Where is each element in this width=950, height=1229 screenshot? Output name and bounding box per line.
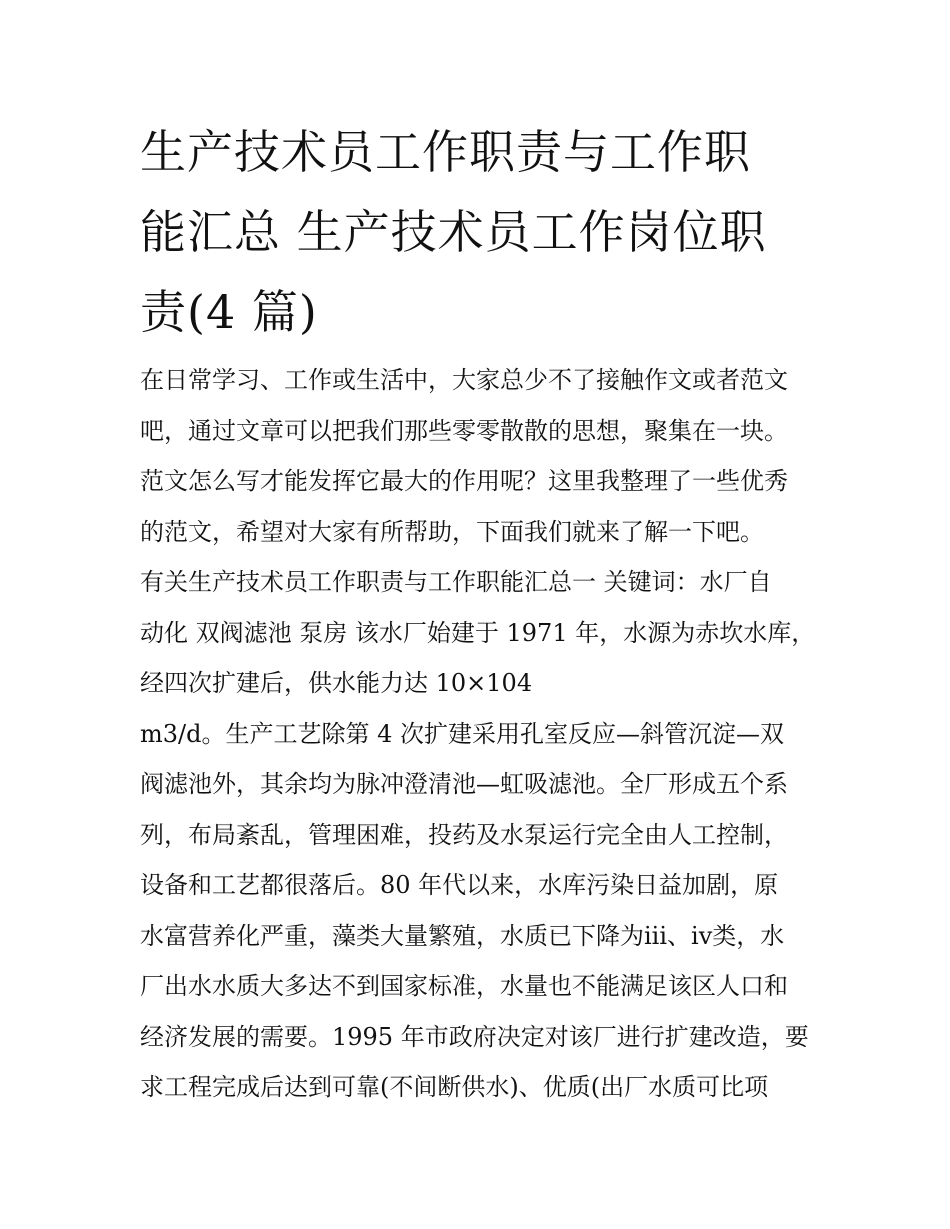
body-line: 动化 双阀滤池 泵房 该水厂始建于 1971 年，水源为赤坎水库，	[140, 618, 816, 647]
title-line: 能汇总 生产技术员工作岗位职	[140, 205, 767, 259]
body-line: 设备和工艺都很落后。80 年代以来，水库污染日益加剧，原	[140, 871, 779, 899]
document-body	[140, 355, 820, 1113]
title-line: 生产技术员工作职责与工作职	[140, 125, 751, 179]
body-line: m3/d。生产工艺除第 4 次扩建采用孔室反应—斜管沉淀—双	[140, 719, 785, 748]
body-line: 范文怎么写才能发挥它最大的作用呢？这里我整理了一些优秀	[140, 467, 788, 495]
body-line: 列，布局紊乱，管理困难，投药及水泵运行完全由人工控制，	[140, 820, 788, 849]
body-line: 有关生产技术员工作职责与工作职能汇总一 关键词：水厂自	[140, 568, 772, 596]
body-line: 吧，通过文章可以把我们那些零零散散的思想，聚集在一块。	[140, 416, 788, 445]
body-line: 厂出水水质大多达不到国家标准，水量也不能满足该区人口和	[140, 972, 788, 1000]
body-line: 经四次扩建后，供水能力达 10×104	[140, 669, 533, 697]
body-line: 水富营养化严重，藻类大量繁殖，水质已下降为iii、iv类，水	[140, 921, 785, 950]
title-line: 责(4 篇)	[140, 285, 318, 339]
document-title	[140, 112, 820, 352]
body-line: 经济发展的需要。1995 年市政府决定对该厂进行扩建改造，要	[140, 1022, 809, 1051]
body-line: 阀滤池外，其余均为脉冲澄清池—虹吸滤池。全厂形成五个系	[140, 770, 788, 798]
body-line: 的范文，希望对大家有所帮助，下面我们就来了解一下吧。	[140, 517, 764, 546]
body-line: 在日常学习、工作或生活中，大家总少不了接触作文或者范文	[140, 366, 788, 394]
body-line: 求工程完成后达到可靠(不间断供水)、优质(出厂水质可比项	[140, 1073, 769, 1101]
